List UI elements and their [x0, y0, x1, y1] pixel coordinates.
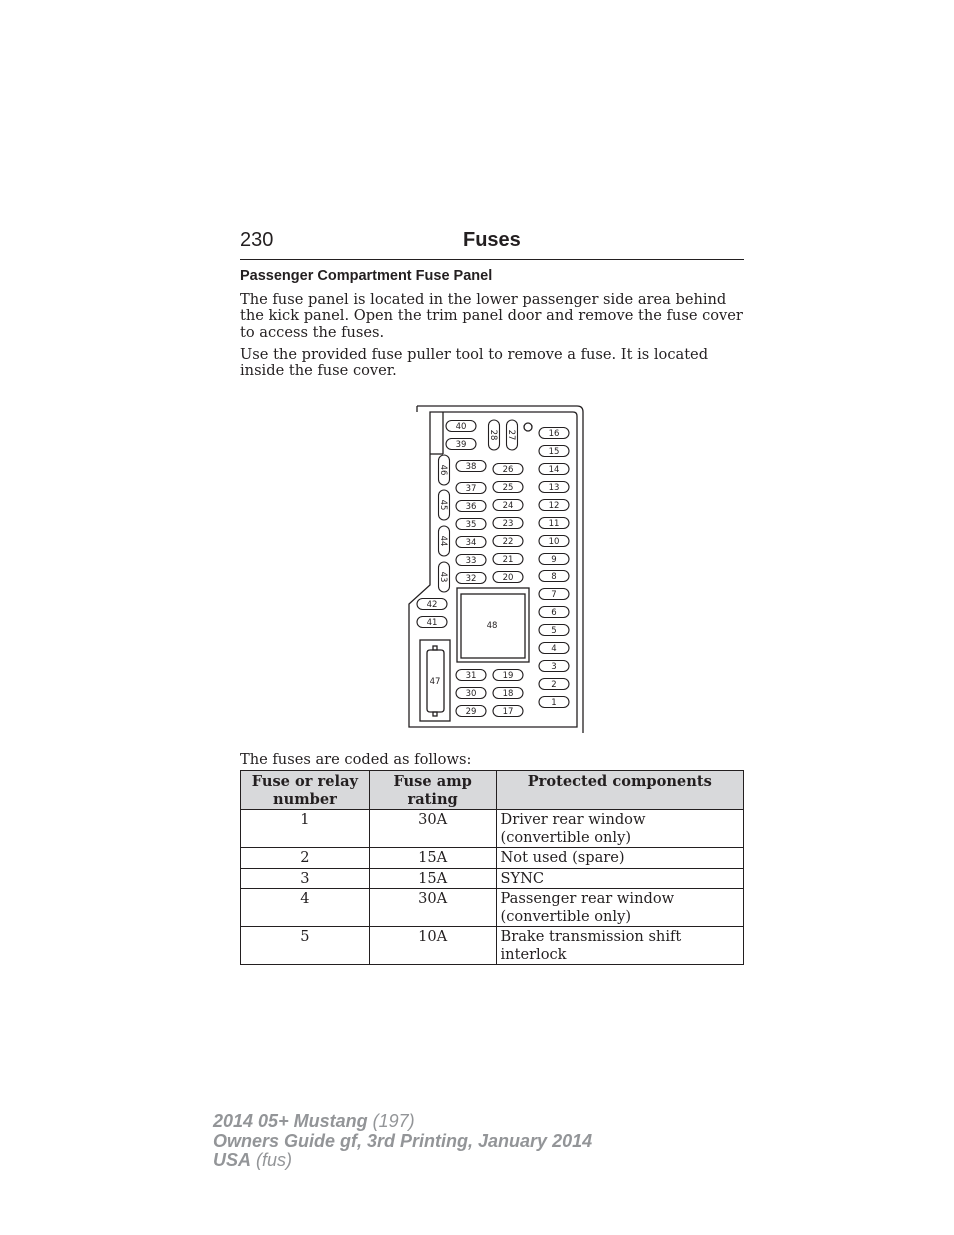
- fuse-label: 42: [426, 600, 438, 610]
- fuse-label: 35: [465, 520, 477, 530]
- fuse-label: 7: [551, 590, 557, 600]
- fuse-label: 11: [548, 519, 560, 529]
- fuse-label: 33: [465, 556, 477, 566]
- chapter-title: Fuses: [463, 229, 521, 251]
- fuse-label: 3: [551, 662, 557, 672]
- amp-rating-cell: 10A: [369, 927, 496, 965]
- fuse-label: 25: [502, 483, 514, 493]
- footer-section-code: (fus): [256, 1150, 293, 1170]
- fuse-label: 14: [548, 465, 560, 475]
- column-header: Fuse amp rating: [369, 771, 496, 810]
- fuse-label: 47: [429, 677, 441, 687]
- fuse-label: 17: [502, 707, 514, 717]
- paragraph-fuse-puller: Use the provided fuse puller tool to remove a fuse. It is located inside the fuse cover.: [240, 346, 709, 380]
- section-heading: Passenger Compartment Fuse Panel: [240, 268, 493, 284]
- component-cell: Not used (spare): [496, 848, 743, 869]
- component-cell: Passenger rear window (convertible only): [496, 889, 743, 927]
- fuse-label: 29: [465, 707, 477, 717]
- fuse-label: 44: [438, 535, 448, 547]
- table-row: [241, 868, 744, 889]
- fuse-label: 27: [506, 429, 516, 441]
- fuse-label: 16: [548, 429, 560, 439]
- fuse-label: 26: [502, 465, 514, 475]
- page-header: [240, 229, 744, 260]
- fuse-label: 34: [465, 538, 477, 548]
- fuse-label: 13: [548, 483, 560, 493]
- column-header: Fuse or relay number: [241, 771, 370, 810]
- table-row: [241, 889, 744, 927]
- fuse-label: 20: [502, 573, 514, 583]
- fuse-label: 40: [455, 422, 467, 432]
- paragraph-location: The fuse panel is located in the lower passenger side area behind the kick panel. Open the trim panel door and remove the fuse cover to access the fuses.: [240, 291, 743, 341]
- component-cell: SYNC: [496, 868, 743, 889]
- fuse-label: 18: [502, 689, 514, 699]
- table-header-row: [241, 771, 744, 810]
- fuse-panel-diagram: [406, 403, 588, 736]
- table-row: [241, 848, 744, 869]
- fuse-label: 31: [465, 671, 477, 681]
- amp-rating-cell: 15A: [369, 868, 496, 889]
- footer-model-code: (197): [372, 1111, 415, 1131]
- footer-model: 2014 05+ Mustang: [213, 1111, 368, 1131]
- fuse-label: 12: [548, 501, 560, 511]
- fuse-label: 38: [465, 462, 477, 472]
- fuse-number-cell: 2: [241, 848, 370, 869]
- component-cell: Brake transmission shift interlock: [496, 927, 743, 965]
- fuse-label: 41: [426, 618, 438, 628]
- footer-market: USA: [213, 1150, 252, 1170]
- fuse-label: 22: [502, 537, 514, 547]
- table-row: [241, 810, 744, 848]
- fuse-label: 2: [551, 680, 557, 690]
- fuse-label: 9: [551, 555, 557, 565]
- fuse-label: 5: [551, 626, 557, 636]
- amp-rating-cell: 30A: [369, 810, 496, 848]
- table-intro: The fuses are coded as follows:: [240, 751, 472, 768]
- fuse-label: 39: [455, 440, 467, 450]
- fuse-label: 6: [551, 608, 557, 618]
- fuse-label: 24: [502, 501, 514, 511]
- amp-rating-cell: 30A: [369, 889, 496, 927]
- fuse-label: 45: [438, 499, 448, 511]
- table-row: [241, 927, 744, 965]
- fuse-label: 46: [438, 464, 448, 476]
- fuse-label: 21: [502, 555, 514, 565]
- fuse-label: 36: [465, 502, 477, 512]
- panel-mark-circle: [524, 423, 532, 431]
- fuse-label: 37: [465, 484, 477, 494]
- component-cell: Driver rear window (convertible only): [496, 810, 743, 848]
- column-header: Protected components: [496, 771, 743, 810]
- fuse-label: 23: [502, 519, 514, 529]
- fuse-number-cell: 3: [241, 868, 370, 889]
- fuse-number-cell: 4: [241, 889, 370, 927]
- fuse-number-cell: 5: [241, 927, 370, 965]
- fuse-label: 15: [548, 447, 560, 457]
- footer-guide: Owners Guide gf, 3rd Printing, January 2014: [213, 1130, 593, 1151]
- fuse-label: 10: [548, 537, 560, 547]
- fuse-label: 48: [486, 621, 498, 631]
- page-number: 230: [240, 229, 274, 251]
- fuse-label: 30: [465, 689, 477, 699]
- fuse-label: 43: [438, 571, 448, 583]
- document-footer: [213, 1112, 592, 1171]
- fuse-label: 28: [488, 429, 498, 441]
- fuse-label: 8: [551, 572, 557, 582]
- fuse-label: 32: [465, 574, 477, 584]
- fuse-label: 1: [551, 698, 557, 708]
- fuse-table: [240, 770, 744, 965]
- fuse-number-cell: 1: [241, 810, 370, 848]
- amp-rating-cell: 15A: [369, 848, 496, 869]
- fuse-label: 19: [502, 671, 514, 681]
- fuse-label: 4: [551, 644, 557, 654]
